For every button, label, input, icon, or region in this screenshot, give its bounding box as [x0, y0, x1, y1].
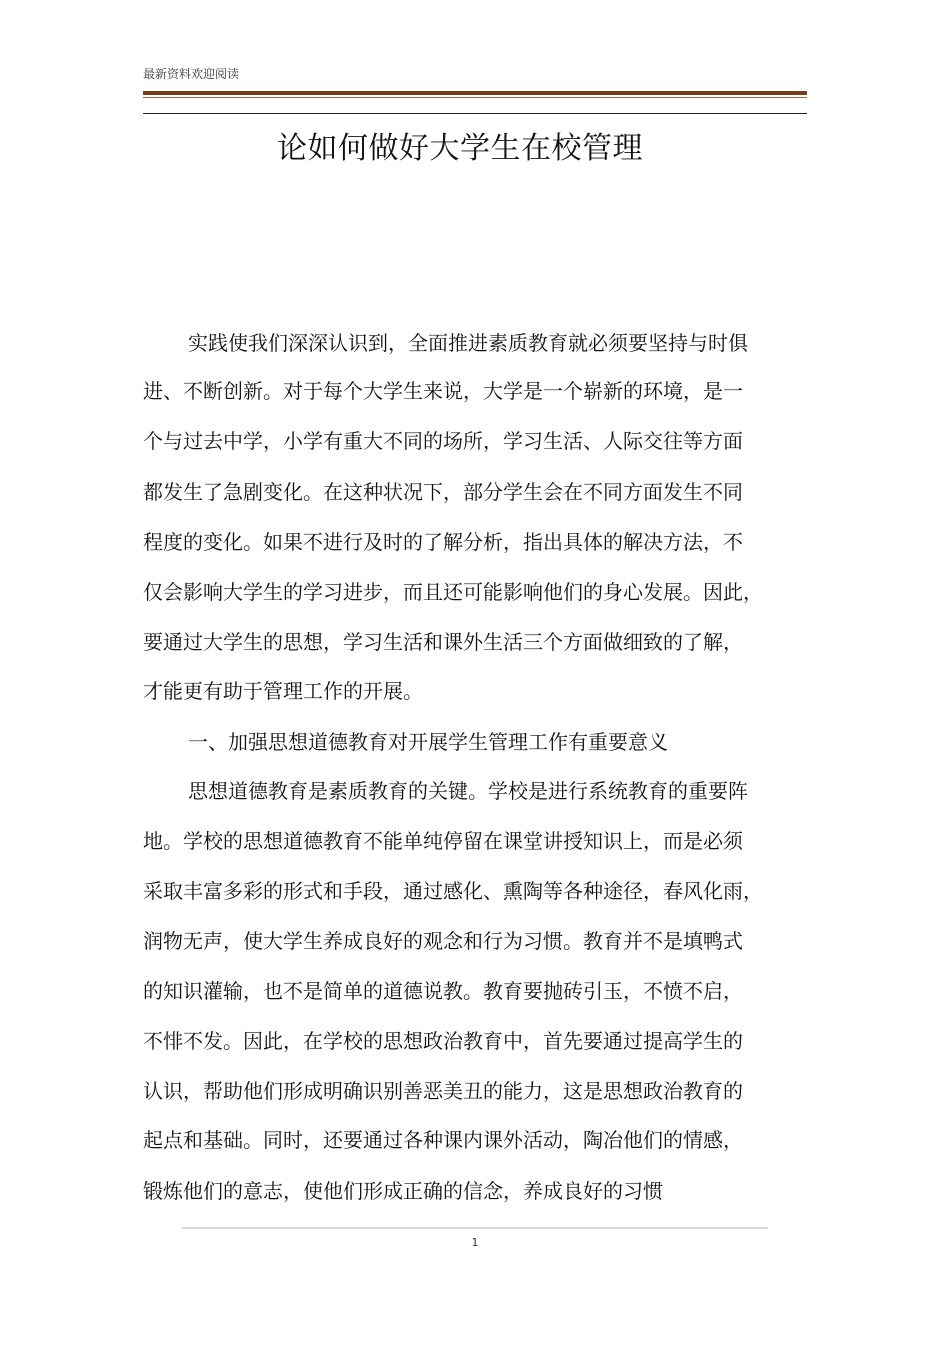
body-line: 都发生了急剧变化。在这种状况下，部分学生会在不同方面发生不同 [143, 480, 743, 504]
body-line: 地。学校的思想道德教育不能单纯停留在课堂讲授知识上，而是必须 [143, 829, 743, 853]
body-line: 认识，帮助他们形成明确识别善恶美丑的能力，这是思想政治教育的 [143, 1079, 743, 1103]
body-line: 起点和基础。同时，还要通过各种课内课外活动，陶冶他们的情感， [143, 1128, 743, 1152]
header-rule-thin [143, 97, 807, 98]
body-line: 不悱不发。因此，在学校的思想政治教育中，首先要通过提高学生的 [143, 1029, 743, 1053]
body-line: 要通过大学生的思想，学习生活和课外生活三个方面做细致的了解， [143, 630, 743, 654]
body-line: 采取丰富多彩的形式和手段，通过感化、熏陶等各种途径，春风化雨， [143, 879, 763, 903]
body-line: 思想道德教育是素质教育的关键。学校是进行系统教育的重要阵 [188, 779, 748, 803]
header-rule-thick [143, 91, 807, 95]
body-line: 的知识灌输，也不是简单的道德说教。教育要抛砖引玉，不愤不启， [143, 979, 743, 1003]
document-title: 论如何做好大学生在校管理 [277, 131, 643, 166]
title-rule [143, 113, 807, 114]
page-number: 1 [471, 1236, 479, 1249]
body-line: 个与过去中学，小学有重大不同的场所，学习生活、人际交往等方面 [143, 429, 743, 453]
footer-rule [182, 1227, 768, 1229]
body-line: 润物无声，使大学生养成良好的观念和行为习惯。教育并不是填鸭式 [143, 929, 743, 953]
body-line: 锻炼他们的意志，使他们形成正确的信念，养成良好的习惯 [143, 1179, 663, 1203]
body-line: 实践使我们深深认识到，全面推进素质教育就必须要坚持与时俱 [188, 331, 748, 355]
section-heading: 一、加强思想道德教育对开展学生管理工作有重要意义 [188, 730, 668, 754]
body-line: 进、不断创新。对于每个大学生来说，大学是一个崭新的环境，是一 [143, 379, 743, 403]
body-line: 才能更有助于管理工作的开展。 [143, 679, 423, 703]
body-line: 仅会影响大学生的学习进步，而且还可能影响他们的身心发展。因此， [143, 580, 763, 604]
body-line: 程度的变化。如果不进行及时的了解分析，指出具体的解决方法，不 [143, 530, 743, 554]
page-header-text: 最新资料欢迎阅读 [143, 67, 240, 81]
